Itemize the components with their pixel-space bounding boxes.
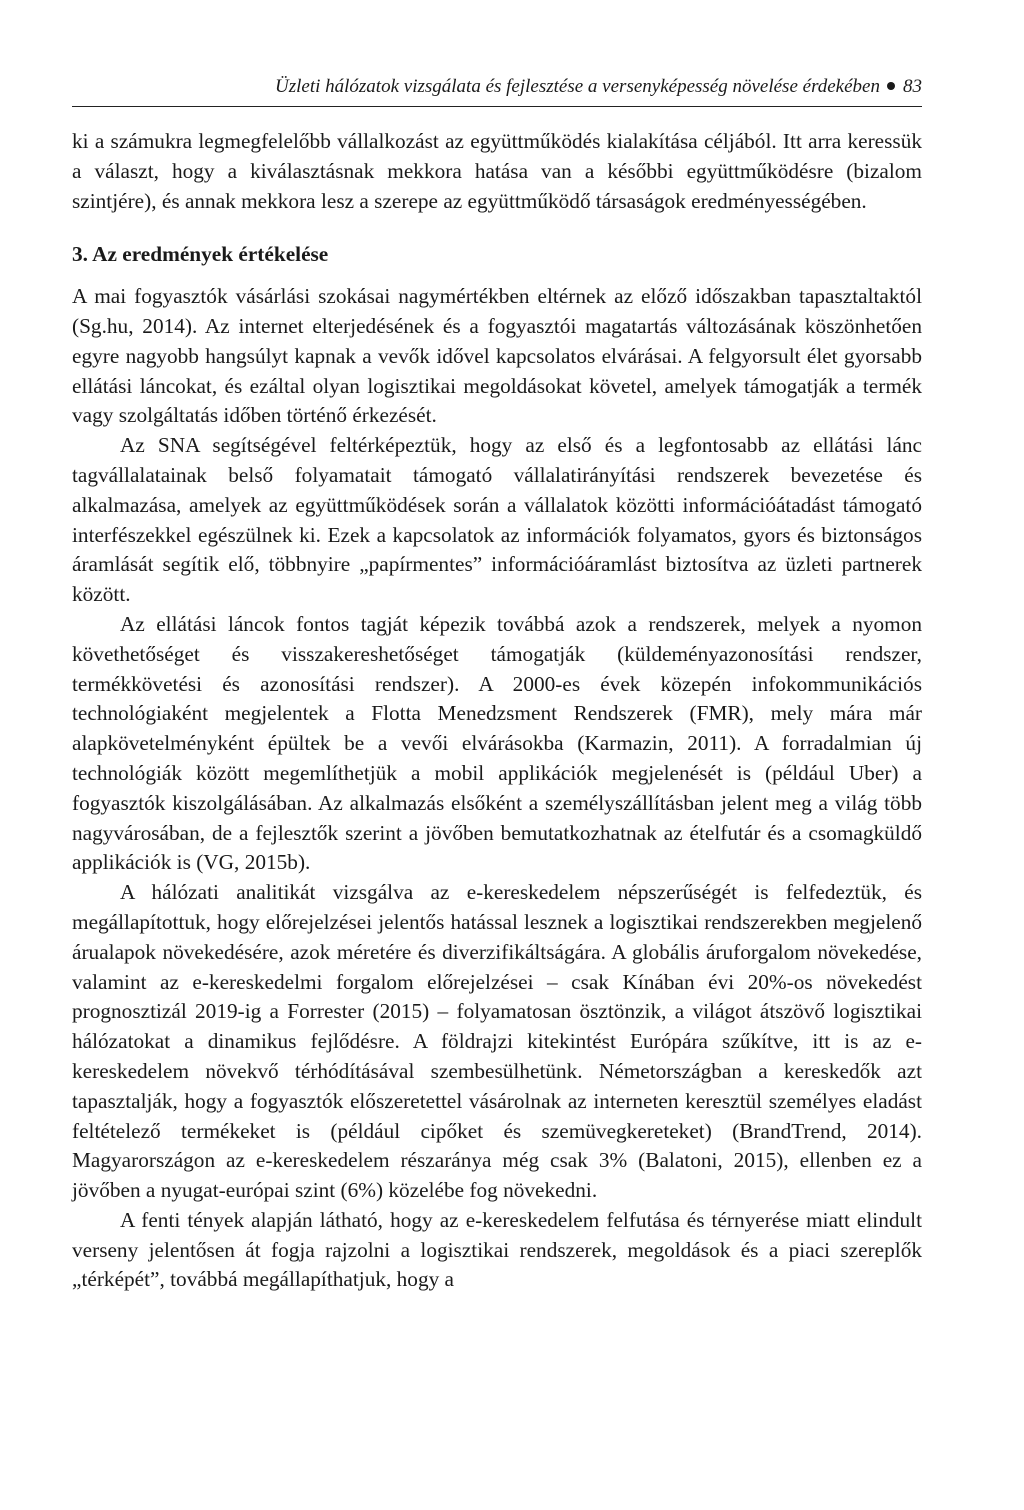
running-header — [72, 74, 922, 107]
paragraph: Az ellátási láncok fontos tagját képezik továbbá azok a rendszerek, melyek a nyomon követhetőséget és visszakereshetőséget támogatják (küldeményazonosítási rendszer, termékkövetési és azonosítási rendszer). A 2000-es évek közepén infokommunikációs technológiaként megjelentek a Flotta Menedzsment Rendszerek (FMR), mely mára már alapkövetelményként épültek be a vevői elvárásokba (Karmazin, 2011). A forradalmian új technológiák között megemlíthetjük a mobil applikációk megjelenését is (például Uber) a fogyasztók kiszolgálásában. Az alkalmazás elsőként a személyszállításban jelent meg a világ több nagyvárosában, de a fejlesztők szerint a jövőben bemutatkozhatnak az ételfutár és a csomagküldő applikációk is (VG, 2015b). — [72, 611, 922, 875]
paragraph: A mai fogyasztók vásárlási szokásai nagymértékben eltérnek az előző időszakban tapasztaltaktól (Sg.hu, 2014). Az internet elterjedésének és a fogyasztói magatartás változásának köszönhetően egyre nagyobb hangsúlyt kapnak a vevők idővel kapcsolatos elvárásai. A felgyorsult élet gyorsabb ellátási láncokat, és ezáltal olyan logisztikai megoldásokat követel, amelyek támogatják a termék vagy szolgáltatás időben történő érkezését. — [72, 284, 922, 428]
running-header-title: Üzleti hálózatok vizsgálata és fejlesztése a versenyképesség növelése érdekében — [275, 76, 880, 97]
paragraph: Az SNA segítségével feltérképeztük, hogy az első és a legfontosabb az ellátási lánc tagvállalatainak belső folyamatait támogató vállalatirányítási rendszerek bevezetése és alkalmazása, amelyek az együttműködések során a vállalatok közötti információátadást támogató interfészekkel egészülnek ki. Ezek a kapcsolatok az információk folyamatos, gyors és biztonságos áramlását segítik elő, többnyire „papírmentes” információáramlást biztosítva az üzleti partnerek között. — [72, 433, 922, 607]
body-text — [72, 127, 922, 1295]
paragraph-continued: ki a számukra legmegfelelőbb vállalkozást az együttműködés kialakítása céljából. Itt arra keressük a választ, hogy a kiválasztásnak mekkora hatása van a későbbi együttműködésre (bizalom szintjére), és annak mekkora lesz a szerepe az együttműködő társaságok eredményességében. — [72, 129, 922, 213]
page-number: 83 — [903, 76, 922, 97]
section-heading: 3. Az eredmények értékelése — [72, 242, 329, 267]
bullet-icon — [887, 82, 895, 90]
paragraph: A fenti tények alapján látható, hogy az e-kereskedelem felfutása és térnyerése miatt elindult verseny jelentősen át fogja rajzolni a logisztikai rendszerek, megoldások és a piaci szereplők „térképét”, továbbá megállapíthatjuk, hogy a — [72, 1207, 922, 1292]
book-page — [72, 74, 922, 1295]
paragraph: A hálózati analitikát vizsgálva az e-kereskedelem népszerűségét is felfedeztük, és megállapítottuk, hogy előrejelzései jelentős hatással lesznek a logisztikai rendszerekben megjelenő árualapok növekedésére, azok méretére és diverzifikáltságára. A globális áruforgalom növekedése, valamint az e-kereskedelmi forgalom előrejelzései – csak Kínában évi 20%-os növekedést prognosztizál 2019-ig a Forrester (2015) – folyamatosan ösztönzik, a világot átszövő logisztikai hálózatokat a dinamikus fejlődésre. A földrajzi kitekintést Európára szűkítve, itt is az e-kereskedelem növekvő térhódításával szembesülhetünk. Németországban a kereskedők azt tapasztalják, hogy a fogyasztók előszeretettel vásárolnak az interneten keresztül személyes eladást feltételező termékeket is (például cipőket és szemüvegkereteket) (BrandTrend, 2014). Magyarországon az e-kereskedelem részaránya még csak 3% (Balatoni, 2015), ellenben ez a jövőben a nyugat-európai szint (6%) közelébe fog növekedni. — [72, 880, 922, 1203]
